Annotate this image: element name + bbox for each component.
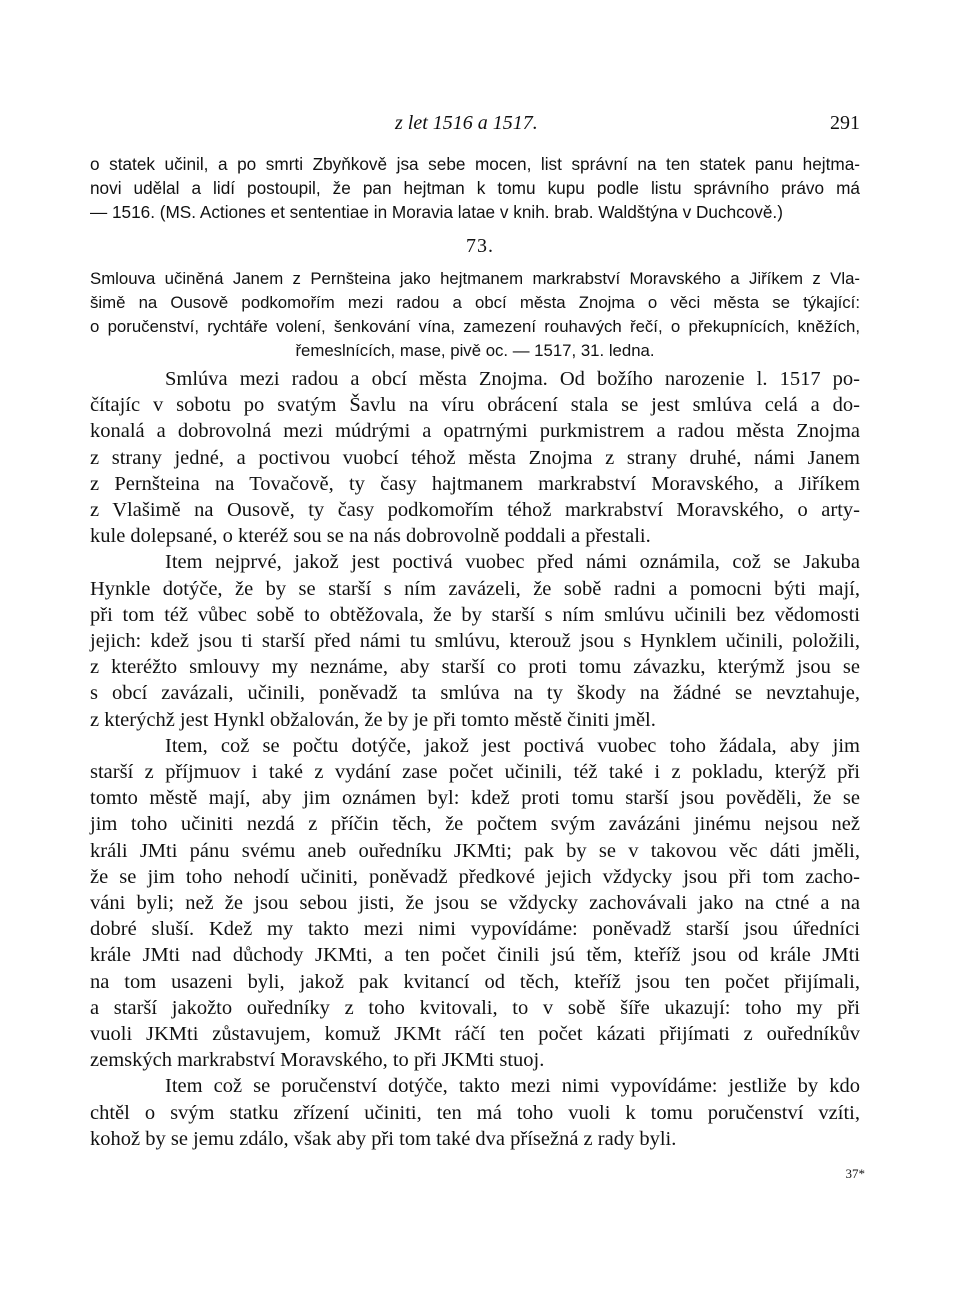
page-header — [90, 112, 860, 142]
text-line: Hynkle dotýče, že by se starší s ním zavázeli, že sobě radni a pomocni býti mají, — [90, 577, 860, 600]
text-line: konalá a dobrovolná mezi múdrými a opatrnými purkmistrem a radou města Znojma — [90, 420, 860, 443]
text-line: tomto městě mají, aby jim oznámen byl: kdež proti tomu starší jsou pověděli, že se — [90, 787, 860, 810]
page-number: 291 — [830, 112, 860, 134]
paragraph — [90, 549, 860, 732]
text-line: starší z příjmuov i také z vydání zase počet učinili, též také i z pokladu, kterýž při — [90, 761, 860, 784]
regest — [90, 267, 860, 363]
regest-line: Smlouva učiněná Janem z Pernšteina jako hejtmanem markrabství Moravského a Jiříkem z Vla- — [90, 269, 860, 288]
regest-line: šimě na Ousově podkomořím mezi radou a obcí města Znojma o věci města se týkající: — [90, 293, 860, 312]
signature-mark: 37* — [845, 1166, 865, 1181]
text-line: čítajíc v sobotu po svatým Šavlu na víru obrácení stala se jest smlúva celá a do- — [90, 394, 860, 417]
text-line: Item což se poručenství dotýče, takto mezi nimi vypovídáme: jestliže by kdo — [165, 1075, 860, 1098]
text-line: z kterýchž jest Hynkl obžalován, že by je při tomto městě činiti jměl. — [90, 708, 656, 731]
text-line: Item, což se počtu dotýče, jakož jest poctivá vuobec toho žádala, aby jim — [165, 734, 860, 757]
text-line: z Vlašimě na Ousově, ty časy podkomořím téhož markrabství Moravského, o arty- — [90, 499, 860, 522]
footnote-continuation — [90, 152, 860, 224]
running-title: z let 1516 a 1517. — [395, 112, 538, 134]
document-body — [90, 366, 860, 1152]
text-line: Item nejprvé, jakož jest poctivá vuobec před námi oznámila, což se Jakuba — [165, 551, 860, 574]
text-line: z strany jedné, a poctivou vuobcí téhož města Znojma z strany druhé, námi Janem — [90, 446, 860, 469]
text-line: Smlúva mezi radou a obcí města Znojma. Od božího narozenie l. 1517 po- — [165, 368, 860, 390]
text-line: dobré sluší. Kdež my takto mezi nimi vypovídáme: poněvadž starší jsou úředníci — [90, 918, 860, 941]
text-line: zemských markrabství Moravského, to při JKMti stuoj. — [90, 1049, 545, 1072]
note-line: novi udělal a lidí postoupil, že pan hejtman k tomu kupu podle listu správního právo má — [90, 178, 860, 198]
text-line: chtěl o svým statku zřízení učiniti, ten má toho vuoli k tomu poručenství vzíti, — [90, 1101, 860, 1124]
text-line: jim toho učiniti nezdá z příčin těch, že počtem svým zavázáni jinému nejsou než — [90, 813, 860, 836]
text-line: jejich: kdež jsou ti starší před námi tu smlúvu, kterouž jsou s Hynklem učinili, položili, — [90, 630, 860, 653]
text-line: z kteréžto smlouvy my neznáme, aby starší co proti tomu závazku, kterýmž jsou se — [90, 656, 860, 679]
text-line: kule dolepsané, o kteréž sou se na nás dobrovolně poddali a přestali. — [90, 525, 651, 548]
text-line: krále JMti nad důchody JKMti, a ten počet činili jsú těm, kteříž jsou od krále JMti — [90, 944, 860, 967]
text-line: vuoli JKMti zůstavujem, komuž JKMt ráčí ten počet kázati přijímati z ouředníkův — [90, 1023, 860, 1046]
text-line: s obcí zavázali, učinili, poněvadž ta smlúva na ty škody na žádné se nevztahuje, — [90, 682, 860, 705]
paragraph — [90, 1073, 860, 1152]
paragraph — [90, 733, 860, 1074]
document-number: 73. — [466, 235, 494, 257]
regest-line: o poručenství, rychtáře volení, šenkování vína, zamezení rouhavých řečí, o překupnících, kněžích, — [90, 317, 860, 336]
text-line: a starší jakožto ouředníky z toho kvitovali, to v sobě šíře ukazují: toho my při — [90, 996, 860, 1019]
note-line: o statek učinil, a po smrti Zbyňkově jsa sebe mocen, list správní na ten statek panu hejtma- — [90, 154, 860, 174]
regest-line: řemeslnících, mase, pivě oc. — 1517, 31. ledna. — [295, 341, 655, 360]
text-line: na tom usazeni byli, jakož pak kvitancí od těch, kteříž jsou ten počet přijímali, — [90, 970, 860, 993]
paragraph — [90, 366, 860, 549]
text-line: váni byli; než že jsou sebou jisti, že jsou se vždycky zachovávali jako na ctné a na — [90, 892, 860, 915]
note-line: — 1516. (MS. Actiones et sententiae in Moravia latae v knih. brab. Waldštýna v Duchcově.) — [90, 202, 783, 222]
text-line: z Pernšteina na Tovačově, ty časy hajtmanem markrabství Moravského, a Jiříkem — [90, 472, 860, 495]
text-line: králi JMti pánu svému aneb ouředníku JKMti; pak by se v takovou věc dáti jměli, — [90, 839, 860, 862]
text-line: kohož by se jemu zdálo, však aby při tom také dva přísežná z rady byli. — [90, 1127, 677, 1150]
text-line: že se jim toho nehodí učiniti, poněvadž předkové jejich vždycky jsou při tom zacho- — [90, 865, 860, 888]
text-line: při tom též vůbec sobě to obtěžovala, že by starší s ním smlúvu učinili bez vědomosti — [90, 603, 860, 626]
